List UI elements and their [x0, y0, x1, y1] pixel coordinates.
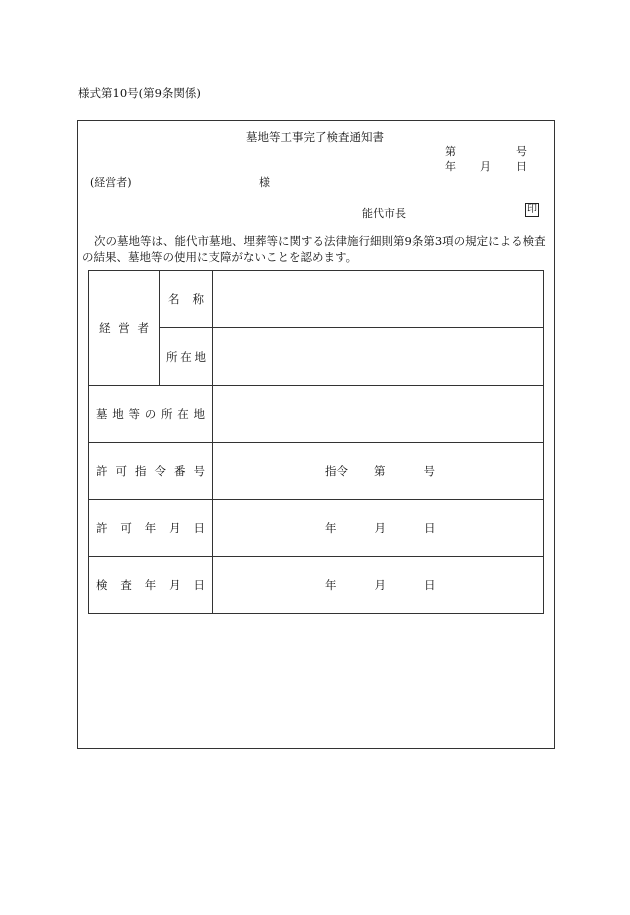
inspection-date-char: 査: [120, 578, 132, 592]
body-text: 次の墓地等は、能代市墓地、埋葬等に関する法律施行細則第9条第3項の規定による検査の結果、墓地等の使用に支障がないことを認めます。: [82, 234, 546, 264]
permit-no-char: 指: [135, 464, 147, 478]
site-char: 地: [193, 407, 205, 421]
permit-no-char: 許: [96, 464, 108, 478]
shirei-label: 指令: [325, 464, 348, 478]
permit-date-label-cell: [89, 500, 213, 557]
name-value-cell[interactable]: [213, 271, 544, 328]
permit-date-char: 許: [96, 521, 108, 535]
site-label-cell: [89, 386, 213, 443]
address-value-cell[interactable]: [213, 328, 544, 386]
inspection-date-char: 日: [193, 578, 205, 592]
document-title: 墓地等工事完了検査通知書: [246, 130, 384, 144]
permit-no-char: 令: [154, 464, 166, 478]
day-label: 日: [424, 578, 436, 592]
permit-no-char: 可: [115, 464, 127, 478]
month-label: 月: [374, 578, 386, 592]
name-char: 称: [192, 292, 204, 306]
site-value-cell[interactable]: [213, 386, 544, 443]
date-month: 月: [480, 160, 491, 173]
operator-char: 営: [118, 321, 130, 335]
permit-no-char: 番: [174, 464, 186, 478]
year-label: 年: [325, 578, 337, 592]
inspection-date-label-cell: [89, 557, 213, 614]
dai-label: 第: [374, 464, 386, 478]
permit-date-char: 月: [169, 521, 181, 535]
site-char: 墓: [96, 407, 108, 421]
inspection-date-value-cell[interactable]: [213, 557, 544, 614]
site-char: の: [144, 407, 157, 421]
site-char: 所: [161, 407, 173, 421]
address-char: 地: [194, 349, 206, 364]
form-number-label: 様式第10号(第9条関係): [78, 86, 201, 100]
permit-date-char: 可: [120, 521, 132, 535]
site-char: 地: [112, 407, 124, 421]
date-year: 年: [445, 160, 456, 173]
details-table: [88, 270, 544, 614]
seal-mark: 印: [527, 204, 537, 215]
permit-date-char: 日: [193, 521, 205, 535]
name-char: 名: [168, 292, 180, 306]
permit-date-value-cell[interactable]: [213, 500, 544, 557]
go-label: 号: [423, 464, 435, 478]
site-char: 在: [177, 407, 189, 421]
inspection-date-char: 年: [144, 578, 157, 592]
day-label: 日: [424, 521, 436, 535]
addressee-honorific: 様: [259, 176, 270, 189]
inspection-date-char: 月: [169, 578, 181, 592]
permit-date-char: 年: [144, 521, 157, 535]
permit-no-char: 号: [193, 464, 205, 478]
name-label-cell: [160, 271, 213, 328]
permit-no-label-cell: [89, 443, 213, 500]
year-label: 年: [325, 521, 337, 535]
operator-label-cell: [89, 271, 160, 386]
operator-char: 者: [137, 321, 149, 335]
number-dai: 第: [445, 145, 456, 158]
inspection-date-char: 検: [96, 578, 108, 592]
permit-no-value-cell[interactable]: [213, 443, 544, 500]
operator-char: 経: [99, 321, 111, 335]
issuer-name: 能代市長: [362, 207, 406, 220]
address-label-cell: [160, 328, 213, 386]
date-day: 日: [516, 160, 527, 173]
month-label: 月: [374, 521, 386, 535]
site-char: 等: [128, 407, 140, 421]
number-go: 号: [516, 145, 527, 158]
addressee-label: (経営者): [90, 176, 132, 189]
address-char: 在: [180, 349, 192, 364]
address-char: 所: [166, 349, 178, 364]
